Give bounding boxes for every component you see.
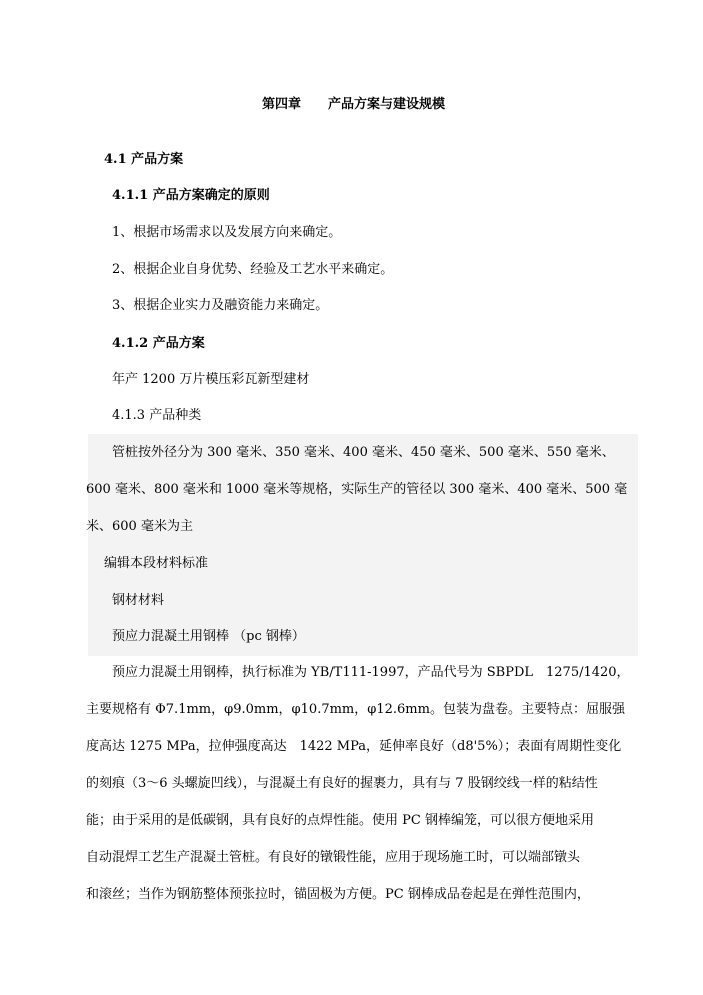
- paragraph-line: 自动混焊工艺生产混凝土管桩。有良好的镦锻性能，应用于现场施工时，可以端部镦头: [86, 850, 581, 865]
- chapter-title: 产品方案与建设规模: [328, 97, 446, 112]
- paragraph-line: 主要规格有 Φ7.1mm，φ9.0mm，φ10.7mm，φ12.6mm。包装为盘卷。主要特点：屈服强: [86, 702, 625, 717]
- section-heading-4-1-1: 4.1.1 产品方案确定的原则: [112, 188, 270, 203]
- edit-section-link[interactable]: 编辑本段材料标准: [104, 556, 209, 571]
- section-heading-4-1-3: 4.1.3 产品种类: [112, 408, 202, 423]
- product-plan-text: 年产 1200 万片模压彩瓦新型建材: [112, 372, 310, 387]
- highlighted-block: [88, 434, 638, 656]
- paragraph-line: 预应力混凝土用钢棒，执行标准为 YB/T111-1997，产品代号为 SBPDL 1275/1420，: [112, 665, 630, 680]
- steel-material-label: 钢材材料: [112, 593, 165, 608]
- section-heading-4-1-2: 4.1.2 产品方案: [112, 336, 205, 351]
- pile-spec-line: 米、600 毫米为主: [86, 519, 193, 534]
- chapter-number: 第四章: [262, 97, 302, 112]
- section-heading-4-1: 4.1 产品方案: [104, 152, 184, 167]
- principle-item: 2、根据企业自身优势、经验及工艺水平来确定。: [112, 262, 394, 277]
- principle-item: 1、根据市场需求以及发展方向来确定。: [112, 225, 342, 240]
- pile-spec-line: 600 毫米、800 毫米和 1000 毫米等规格，实际生产的管径以 300 毫米、400 毫米、500 毫: [86, 482, 628, 497]
- pc-steel-bar-title: 预应力混凝土用钢棒 （pc 钢棒）: [112, 629, 305, 644]
- principle-item: 3、根据企业实力及融资能力来确定。: [112, 298, 329, 313]
- paragraph-line: 度高达 1275 MPa，拉伸强度高达 1422 MPa，延伸率良好（d8'5%）；表面有周期性变化: [86, 739, 622, 754]
- paragraph-line: 和滚丝；当作为钢筋整体预张拉时，锚固极为方便。PC 钢棒成品卷起是在弹性范围内，: [86, 887, 590, 902]
- paragraph-line: 的刻痕（3～6 头螺旋凹线），与混凝土有良好的握裹力，具有与 7 股钢绞线一样的粘结性: [86, 776, 598, 791]
- pile-spec-line: 管桩按外径分为 300 毫米、350 毫米、400 毫米、450 毫米、500 毫米、550 毫米、: [112, 445, 615, 460]
- paragraph-line: 能；由于采用的是低碳钢，具有良好的点焊性能。使用 PC 钢棒编笼，可以很方便地采用: [86, 813, 594, 828]
